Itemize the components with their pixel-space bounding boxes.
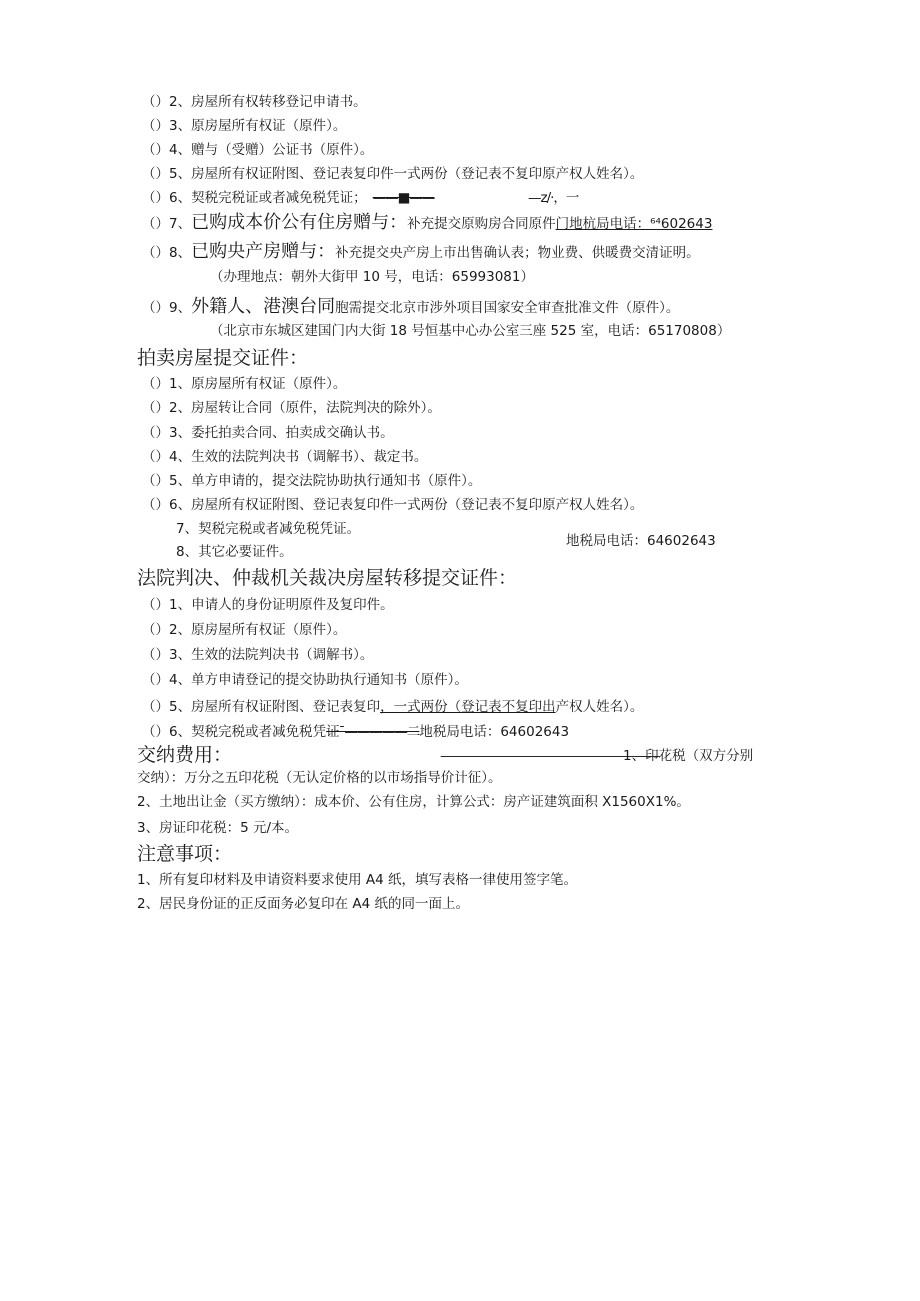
item-7-phone: 门地杭局电话：⁶⁴602643: [555, 216, 713, 232]
auction-item-1: （）1、原房屋所有权证（原件）。: [142, 376, 347, 392]
court-item-4: （）4、单方申请登记的提交协助执行通知书（原件）。: [142, 672, 468, 688]
auction-item-4: （）4、生效的法院判决书（调解书）、裁定书。: [142, 449, 428, 465]
fees-heading: 交纳费用：: [137, 744, 233, 766]
auction-item-2: （）2、房屋转让合同（原件，法院判决的除外）。: [142, 400, 441, 416]
note-1: 1、所有复印材料及申请资料要求使用 A4 纸，填写表格一律使用签字笔。: [137, 872, 577, 888]
item-9-text: 胞需提交北京市涉外项目国家安全审查批准文件（原件）。: [335, 300, 680, 316]
fee-3: 3、房证印花税：5 元/本。: [137, 820, 299, 836]
court-item-5: [142, 698, 643, 716]
scan-artifact-1: ——■——: [372, 190, 435, 206]
transfer-item-2: （）2、房屋所有权转移登记申请书。: [142, 94, 367, 110]
fee-1-line-a: 1、印花税（双方分别: [623, 748, 754, 764]
court-item-6-strike: 证ˉ—————二: [326, 724, 420, 740]
fee-1-line-b: 交纳）：万分之五印花税（无认定价格的以市场指导价计征）。: [137, 770, 502, 786]
transfer-item-7: [142, 212, 712, 234]
transfer-item-3: （）3、原房屋所有权证（原件）。: [142, 118, 347, 134]
court-heading: 法院判决、仲裁机关裁决房屋转移提交证件：: [137, 567, 518, 589]
scan-artifact-2: —z/·，一: [528, 190, 579, 206]
item-8-heading: 已购央产房赠与：: [191, 241, 336, 262]
item-8-address: （办理地点：朝外大街甲 10 号，电话：65993081）: [210, 269, 534, 285]
fees-dash-line: ———————————————————: [440, 748, 659, 764]
court-item-5-underlined: ，一式两份（登记表不复印出: [380, 699, 556, 715]
item-9-heading: 外籍人、港澳台同: [191, 296, 336, 317]
auction-tax-phone: 地税局电话：64602643: [566, 533, 716, 549]
court-item-6: [142, 723, 569, 741]
auction-item-5: （）5、单方申请的，提交法院协助执行通知书（原件）。: [142, 473, 482, 489]
auction-item-3: （）3、委托拍卖合同、拍卖成交确认书。: [142, 425, 394, 441]
item-9-prefix: （）9、: [142, 300, 192, 316]
item-8-prefix: （）8、: [142, 245, 192, 261]
auction-item-6: （）6、房屋所有权证附图、登记表复印件一式两份（登记表不复印原产权人姓名）。: [142, 497, 644, 513]
court-item-3: （）3、生效的法院判决书（调解书）。: [142, 647, 374, 663]
item-7-heading: 已购成本价公有住房赠与：: [191, 212, 408, 233]
court-item-5-pre: （）5、房屋所有权证附图、登记表复印: [142, 699, 381, 715]
transfer-item-4: （）4、赠与（受赠）公证书（原件）。: [142, 142, 374, 158]
auction-item-8: 8、其它必要证件。: [176, 544, 293, 560]
item-7-prefix: （）7、: [142, 216, 192, 232]
note-2: 2、居民身份证的正反面务必复印在 A4 纸的同一面上。: [137, 896, 469, 912]
auction-item-7: 7、契税完税或者减免税凭证。: [176, 521, 361, 537]
court-item-5-post: 产权人姓名）。: [555, 699, 644, 715]
item-9-address: （北京市东城区建国门内大街 18 号恒基中心办公室三座 525 室，电话：65170808）: [210, 323, 731, 339]
fee-2: 2、土地出让金（买方缴纳）：成本价、公有住房，计算公式：房产证建筑面积 X1560X1%。: [137, 794, 690, 810]
transfer-item-9: [142, 296, 679, 318]
auction-heading: 拍卖房屋提交证件：: [137, 347, 309, 369]
court-item-6-phone: 地税局电话：64602643: [419, 724, 570, 740]
court-item-2: （）2、原房屋所有权证（原件）。: [142, 622, 347, 638]
transfer-item-6: [142, 189, 579, 207]
court-item-6-pre: （）6、契税完税或者减免税凭: [142, 724, 327, 740]
transfer-item-8: [142, 241, 700, 263]
item-8-text: 补充提交央产房上市出售确认表；物业费、供暖费交清证明。: [335, 245, 700, 261]
transfer-item-6-text: （）6、契税完税证或者减免税凭证；: [142, 190, 367, 206]
court-item-1: （）1、申请人的身份证明原件及复印件。: [142, 597, 394, 613]
notes-heading: 注意事项：: [137, 843, 233, 865]
transfer-item-5: （）5、房屋所有权证附图、登记表复印件一式两份（登记表不复印原产权人姓名）。: [142, 166, 644, 182]
item-7-text: 补充提交原购房合同原件: [407, 216, 556, 232]
